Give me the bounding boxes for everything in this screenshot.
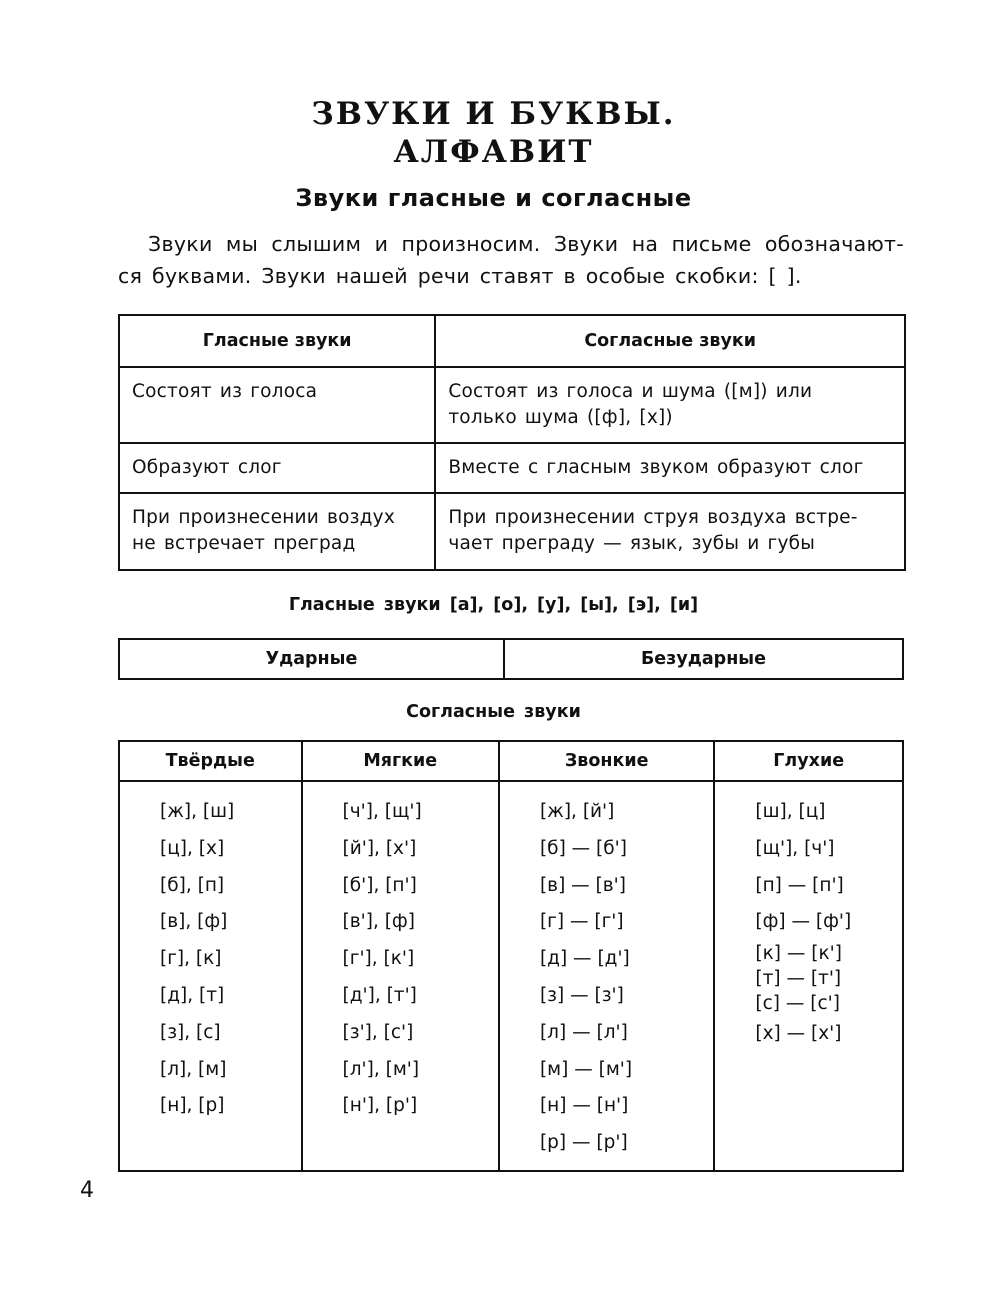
page-number: 4 [80,1178,94,1203]
list-item: [к] — [к'] [755,943,842,965]
voiced-consonants-column [499,781,714,1171]
intro-line-2: ся буквами. Звуки нашей речи ставят в особые скобки: [ ]. [118,264,802,288]
list-item: [г'], [к'] [342,948,415,970]
list-item: [в] — [в'] [539,874,626,896]
voiceless-consonants-column [714,781,903,1171]
list-item: [г], [к] [160,948,222,970]
list-item: [м] — [м'] [539,1058,633,1080]
table-cell: Вместе с гласным звуком образуют слог [435,443,905,493]
section-subtitle: Звуки гласные и согласные [295,184,692,212]
hard-consonants-column [119,781,302,1171]
list-item: [з], [с] [160,1021,221,1043]
list-item: [з'], [с'] [342,1021,414,1043]
list-item: [з] — [з'] [539,984,624,1006]
list-item: [л], [м] [160,1058,227,1080]
list-item: [б], [п] [160,874,225,896]
list-item: [н] — [н'] [539,1095,629,1117]
list-item: [ф] — [ф'] [755,911,852,933]
list-item: [б] — [б'] [539,837,627,859]
intro-paragraph [118,228,904,292]
list-item: [б'], [п'] [342,874,417,896]
list-item: [ч'], [щ'] [342,801,422,822]
list-item: [д] — [д'] [539,948,630,970]
list-item: [л] — [л'] [539,1021,628,1043]
list-item: [в], [ф] [160,911,228,933]
list-item: [т] — [т'] [755,968,842,990]
header-voiced: Звонкие [499,741,714,781]
list-item: [н], [р] [160,1095,225,1117]
header-vowel-sounds: Гласные звуки [119,315,435,367]
consonants-table [118,740,904,1172]
header-hard: Твёрдые [119,741,302,781]
list-item: [д], [т] [160,984,225,1006]
intro-line-1: Звуки мы слышим и произносим. Звуки на письме обозначают- [148,232,904,256]
table-cell: Состоят из голоса [119,367,435,443]
table-cell: Состоят из голоса и шума ([м]) или только шума ([ф], [х]) [435,367,905,443]
page-title-line-1: ЗВУКИ И БУКВЫ. [311,96,676,132]
table-cell: При произнесении воздух не встречает преград [119,493,435,570]
list-item: [в'], [ф] [342,911,415,933]
stressed-cell: Ударные [119,639,504,679]
list-item: [д'], [т'] [342,984,417,1006]
list-item: [щ'], [ч'] [755,837,835,859]
list-item: [г] — [г'] [539,911,624,933]
consonants-caption: Согласные звуки [406,702,581,722]
list-item: [ц], [х] [160,837,225,859]
table-cell: Образуют слог [119,443,435,493]
page-title-line-2: АЛФАВИТ [393,134,594,170]
vowels-vs-consonants-table [118,314,906,571]
list-item: [ш], [ц] [755,801,826,822]
header-voiceless: Глухие [714,741,903,781]
list-item: [х] — [х'] [755,1023,842,1045]
table-cell: При произнесении струя воздуха встре- чает преграду — язык, зубы и губы [435,493,905,570]
list-item: [п] — [п'] [755,874,844,896]
stress-table [118,638,904,680]
list-item: [с] — [с'] [755,993,840,1015]
unstressed-cell: Безударные [504,639,903,679]
list-item: [н'], [р'] [342,1095,418,1117]
header-soft: Мягкие [302,741,499,781]
list-item: [р] — [р'] [539,1132,628,1154]
list-item: [ж], [й'] [539,801,615,822]
list-item: [ж], [ш] [160,801,235,822]
header-consonant-sounds: Согласные звуки [435,315,905,367]
list-item: [л'], [м'] [342,1058,420,1080]
soft-consonants-column [302,781,499,1171]
list-item: [й'], [х'] [342,837,417,859]
vowels-caption: Гласные звуки [а], [о], [у], [ы], [э], [и] [288,595,699,615]
